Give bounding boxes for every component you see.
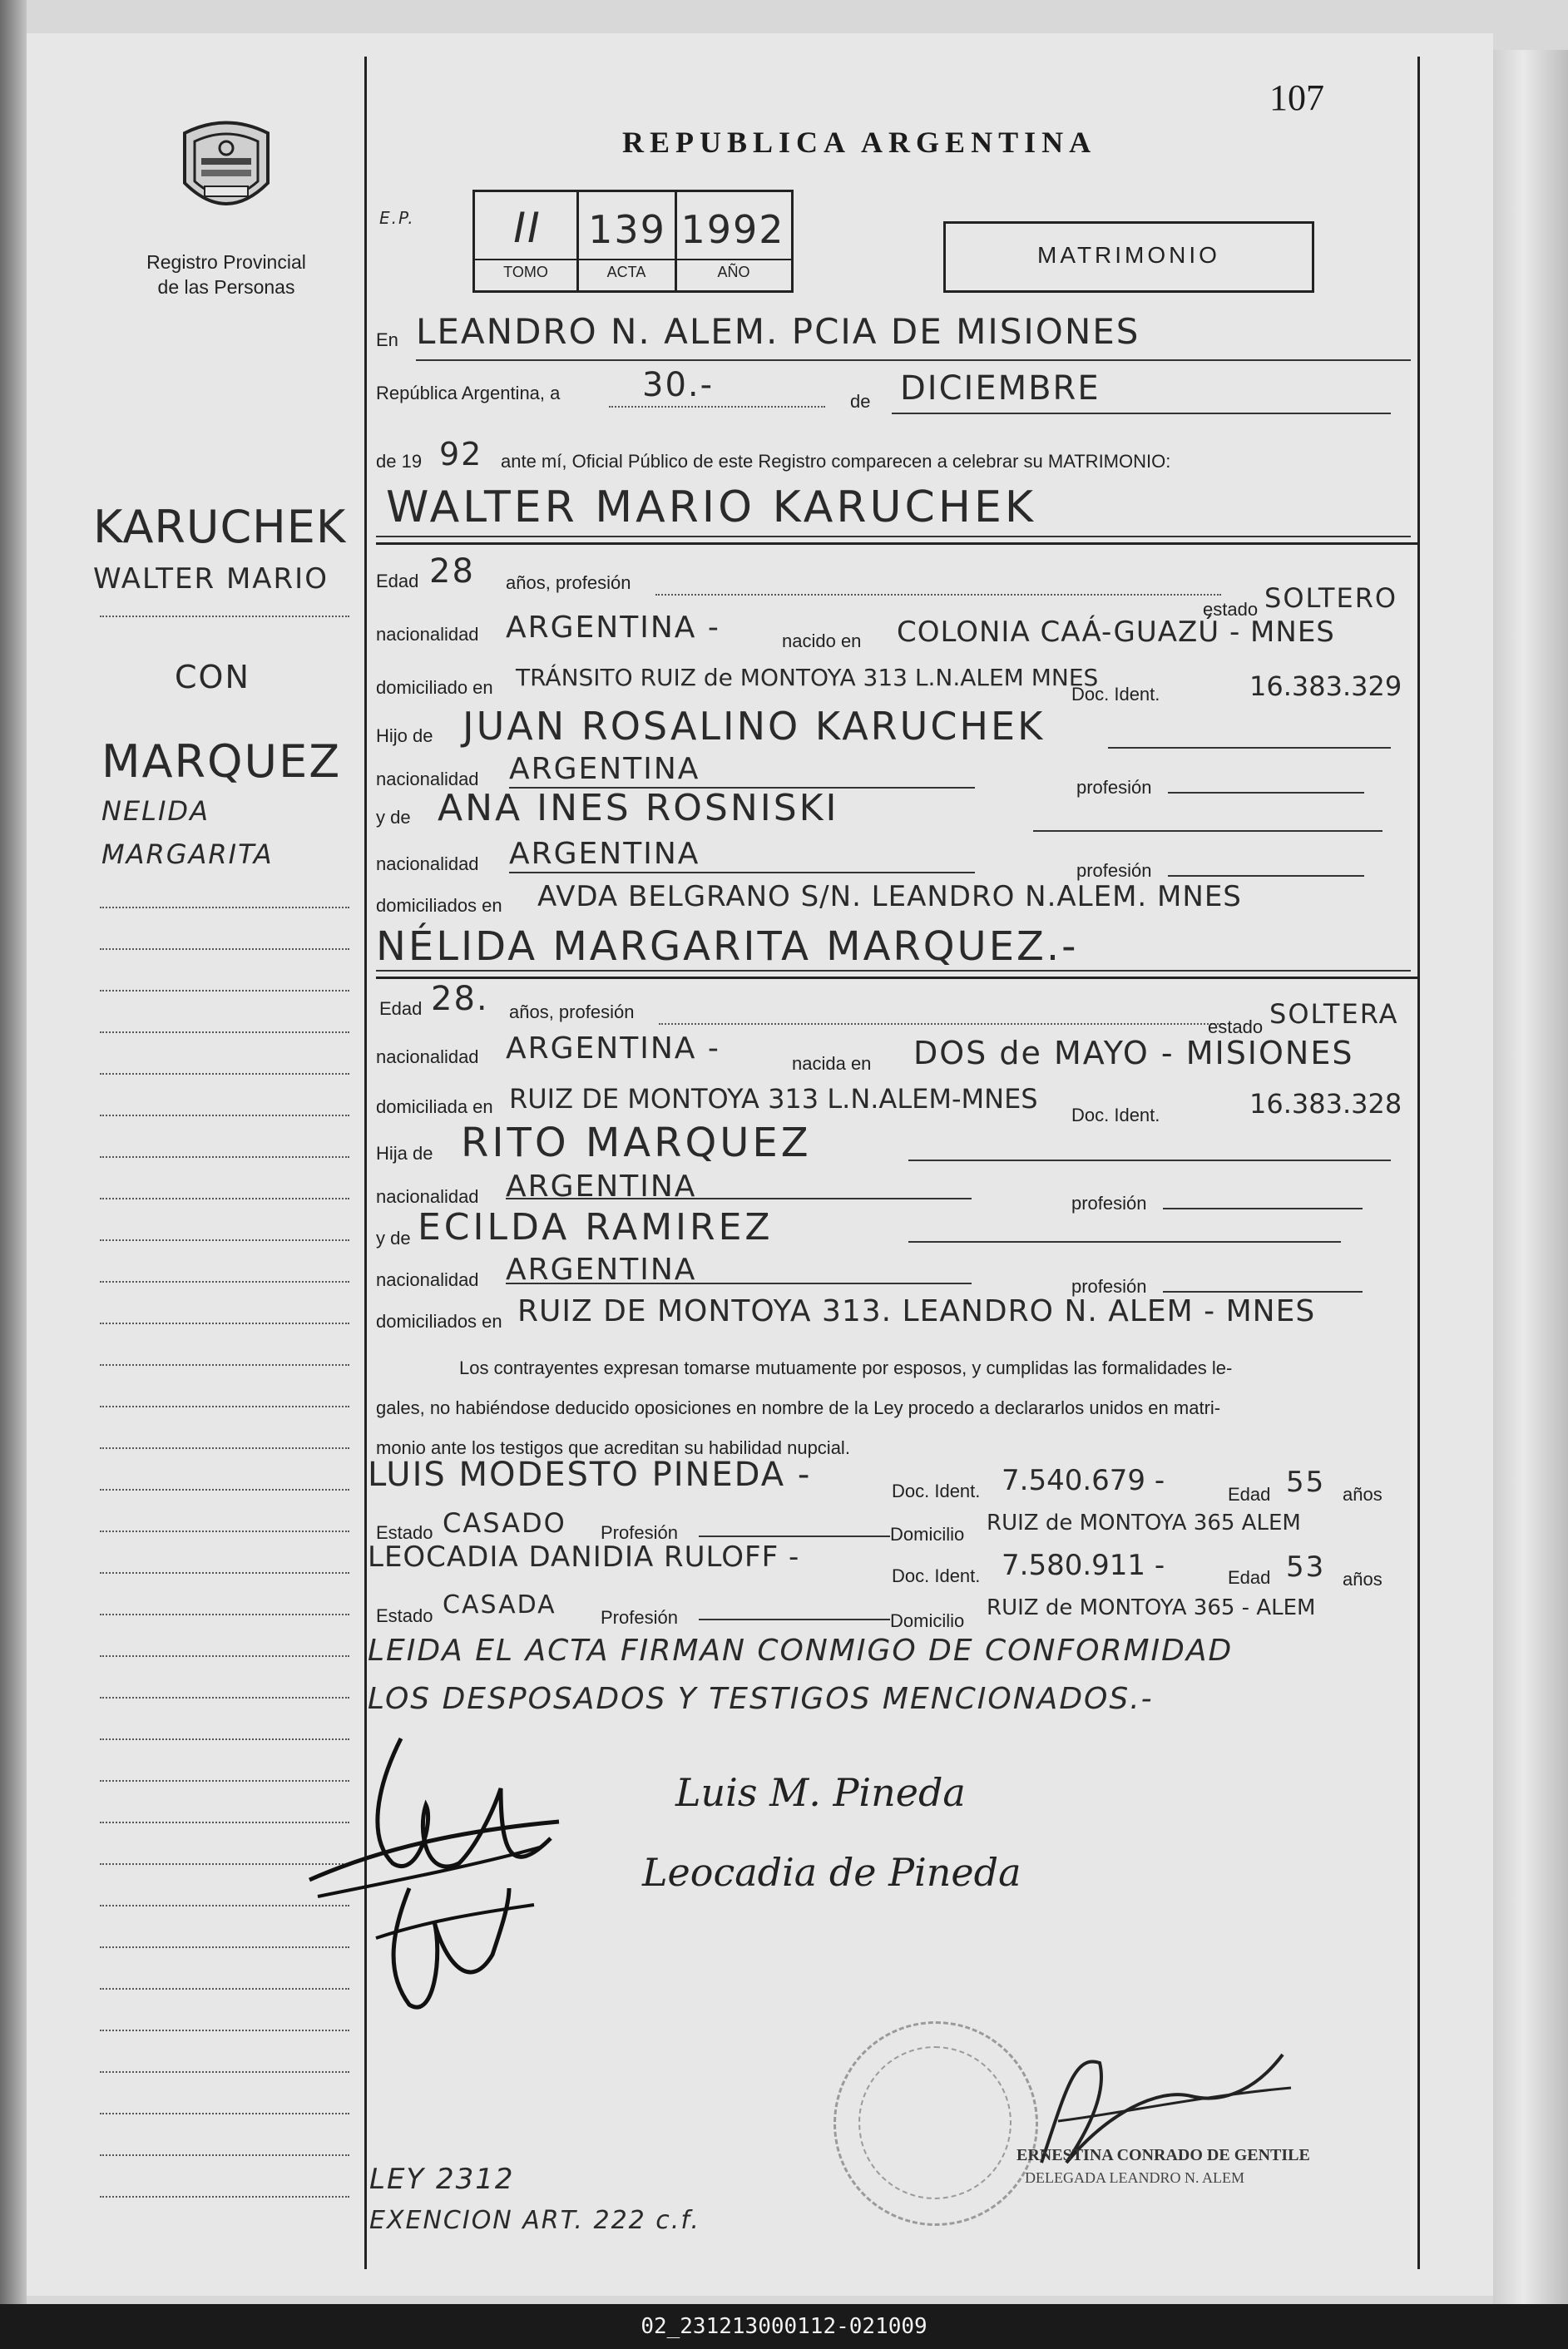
- official-stamp-line1: ERNESTINA CONRADO DE GENTILE: [1016, 2146, 1310, 2164]
- bride-full-name: NÉLIDA MARGARITA MARQUEZ.-: [376, 923, 1079, 970]
- field-line: [1168, 875, 1364, 877]
- groom-nacido-label: nacido en: [782, 631, 862, 651]
- margin-ruled-line: [100, 907, 349, 908]
- witness2-estado-label: Estado: [376, 1605, 433, 1626]
- bride-parents-dom-label: domiciliados en: [376, 1311, 502, 1332]
- groom-mother-nat-label: nacionalidad: [376, 853, 479, 874]
- anio-label: AÑO: [717, 264, 750, 280]
- margin-ruled-line: [100, 1655, 349, 1657]
- witness2-doc-label: Doc. Ident.: [892, 1565, 981, 1586]
- acta-value: 139: [588, 207, 666, 252]
- section-rule: [376, 977, 1417, 979]
- bride-nacionalidad-label: nacionalidad: [376, 1046, 479, 1067]
- witness1-domicilio-label: Domicilio: [890, 1524, 965, 1545]
- registry-name-line2: de las Personas: [157, 276, 295, 298]
- groom-estado-label: estado: [1203, 599, 1259, 620]
- witness1-signature: Luis M. Pineda: [675, 1770, 966, 1815]
- margin-groom-names: WALTER MARIO: [93, 562, 329, 596]
- page-edge: [1493, 50, 1568, 2304]
- groom-birthplace: COLONIA CAÁ-GUAZÚ - MNES: [897, 616, 1335, 649]
- witness2-edad-label: Edad: [1228, 1567, 1271, 1588]
- field-line: [1168, 792, 1364, 794]
- bride-nacionalidad: ARGENTINA -: [506, 1031, 720, 1066]
- groom-doc: 16.383.329: [1249, 670, 1402, 702]
- bride-estado-label: estado: [1208, 1016, 1264, 1037]
- bride-mother-prof-label: profesión: [1071, 1276, 1147, 1297]
- margin-ruled-line: [100, 1531, 349, 1532]
- field-line: [892, 413, 1391, 414]
- witness2-profesion-label: Profesión: [601, 1607, 678, 1628]
- tomo-value: II: [513, 204, 542, 252]
- anio-value: 1992: [680, 207, 785, 252]
- field-line: [506, 1198, 972, 1199]
- act-type-box: [943, 221, 1314, 293]
- groom-mother-prof-label: profesión: [1076, 860, 1152, 881]
- bride-birthplace: DOS de MAYO - MISIONES: [913, 1035, 1354, 1071]
- registry-name-line1: Registro Provincial: [146, 251, 306, 273]
- bride-doc: 16.383.328: [1249, 1088, 1402, 1120]
- witness1-edad-label: Edad: [1228, 1484, 1271, 1505]
- spouse-signatures-scribble: [301, 1722, 567, 2038]
- record-number-box: [472, 190, 794, 293]
- field-line: [908, 1241, 1341, 1243]
- bride-anos-profesion: años, profesión: [509, 1001, 635, 1022]
- book-binding: [0, 0, 27, 2304]
- bride-mother: ECILDA RAMIREZ: [418, 1206, 774, 1249]
- law-note: LEY 2312: [369, 2163, 515, 2196]
- groom-father-prof-label: profesión: [1076, 777, 1152, 798]
- acta-label: ACTA: [606, 264, 646, 280]
- ante-text: ante mí, Oficial Público de este Registro comparecen a celebrar su MATRIMONIO:: [501, 451, 1171, 472]
- field-line: [506, 1283, 972, 1284]
- margin-ruled-line: [100, 1489, 349, 1491]
- margin-ruled-line: [100, 1614, 349, 1615]
- margin-bride-name2: MARGARITA: [101, 838, 274, 870]
- margin-ruled-line: [100, 1239, 349, 1241]
- republica-label: República Argentina, a: [376, 383, 561, 403]
- groom-edad-label: Edad: [376, 571, 419, 591]
- margin-ruled-line: [100, 616, 349, 617]
- groom-mother-nat: ARGENTINA: [509, 837, 700, 871]
- margin-groom-surname: KARUCHEK: [93, 501, 347, 553]
- margin-bride-surname: MARQUEZ: [101, 735, 342, 788]
- margin-ruled-line: [100, 1697, 349, 1699]
- witness2-domicilio: RUIZ de MONTOYA 365 - ALEM: [987, 1595, 1316, 1620]
- bride-estado: SOLTERA: [1269, 998, 1399, 1030]
- margin-ruled-line: [100, 1572, 349, 1574]
- field-line: [1033, 830, 1383, 832]
- statement-line3: monio ante los testigos que acreditan su habilidad nupcial.: [376, 1437, 850, 1458]
- box-label-rule: [475, 259, 791, 260]
- margin-ruled-line: [100, 1447, 349, 1449]
- witness2-doc: 7.580.911 -: [1002, 1549, 1165, 1582]
- witness1-doc-label: Doc. Ident.: [892, 1481, 981, 1501]
- bride-father-prof-label: profesión: [1071, 1193, 1147, 1214]
- bride-address: RUIZ DE MONTOYA 313 L.N.ALEM-MNES: [509, 1083, 1038, 1115]
- margin-con: CON: [175, 659, 250, 695]
- groom-yde-label: y de: [376, 807, 411, 828]
- year-prefix: de 19: [376, 451, 423, 472]
- margin-ruled-line: [100, 948, 349, 950]
- de-label: de: [850, 391, 871, 412]
- groom-estado: SOLTERO: [1264, 582, 1398, 614]
- groom-mother: ANA INES ROSNISKI: [438, 787, 839, 829]
- day-value: 30.-: [642, 366, 715, 404]
- field-line: [609, 406, 825, 408]
- witness1-profesion-label: Profesión: [601, 1522, 678, 1543]
- field-line: [416, 359, 1411, 361]
- image-id-bar: [0, 2304, 1568, 2349]
- groom-age: 28: [429, 552, 475, 591]
- bride-father: RITO MARQUEZ: [461, 1120, 812, 1166]
- ep-mark: E.P.: [379, 208, 415, 228]
- groom-hijo-label: Hijo de: [376, 725, 433, 746]
- groom-parents-dom-label: domiciliados en: [376, 895, 502, 916]
- closing-line1: LEIDA EL ACTA FIRMAN CONMIGO DE CONFORMIDAD: [368, 1634, 1234, 1668]
- field-line: [659, 1023, 1224, 1025]
- bride-domiciliada-label: domiciliada en: [376, 1096, 493, 1117]
- margin-ruled-line: [100, 1073, 349, 1075]
- bride-mother-nat: ARGENTINA: [506, 1253, 697, 1287]
- coat-of-arms-icon: [176, 116, 276, 225]
- bride-yde-label: y de: [376, 1228, 411, 1249]
- witness1-estado-label: Estado: [376, 1522, 433, 1543]
- witness2-anos: años: [1343, 1569, 1383, 1590]
- groom-domiciliado-label: domiciliado en: [376, 677, 493, 698]
- bride-mother-nat-label: nacionalidad: [376, 1269, 479, 1290]
- margin-ruled-line: [100, 1198, 349, 1199]
- tomo-label: TOMO: [503, 264, 548, 280]
- margin-ruled-line: [100, 2154, 349, 2156]
- statement-line1: Los contrayentes expresan tomarse mutuamente por esposos, y cumplidas las formalidades le-: [459, 1357, 1233, 1378]
- margin-ruled-line: [100, 2196, 349, 2198]
- field-line: [1163, 1291, 1363, 1293]
- registry-seal-inner: [858, 2046, 1012, 2199]
- margin-ruled-line: [100, 1323, 349, 1324]
- witness1-anos: años: [1343, 1484, 1383, 1505]
- bride-doc-label: Doc. Ident.: [1071, 1105, 1160, 1125]
- witness1-domicilio: RUIZ de MONTOYA 365 ALEM: [987, 1511, 1301, 1536]
- groom-address: TRÁNSITO RUIZ de MONTOYA 313 L.N.ALEM MNES: [516, 664, 1099, 691]
- witness2-name: LEOCADIA DANIDIA RULOFF -: [368, 1540, 800, 1574]
- witness2-domicilio-label: Domicilio: [890, 1610, 965, 1631]
- margin-ruled-line: [100, 1281, 349, 1283]
- field-line: [655, 594, 1221, 596]
- groom-father: JUAN ROSALINO KARUCHEK: [462, 704, 1046, 749]
- field-line: [699, 1619, 890, 1620]
- official-stamp-line2: DELEGADA LEANDRO N. ALEM: [1025, 2169, 1244, 2186]
- certificate-sheet: [27, 33, 1493, 2296]
- bride-nacida-label: nacida en: [792, 1053, 872, 1074]
- margin-ruled-line: [100, 1156, 349, 1158]
- witness2-signature: Leocadia de Pineda: [642, 1850, 1021, 1895]
- witness1-name: LUIS MODESTO PINEDA -: [368, 1456, 812, 1494]
- groom-nacionalidad-label: nacionalidad: [376, 624, 479, 645]
- closing-line2: LOS DESPOSADOS Y TESTIGOS MENCIONADOS.-: [368, 1682, 1154, 1716]
- field-line: [376, 536, 1411, 537]
- image-id: 02_231213000112-021009: [641, 2314, 927, 2339]
- field-line: [699, 1536, 890, 1537]
- groom-full-name: WALTER MARIO KARUCHEK: [386, 482, 1036, 532]
- statement-line2: gales, no habiéndose deducido oposiciones en nombre de la Ley procedo a declararlos unidos en matri-: [376, 1397, 1221, 1418]
- groom-doc-label: Doc. Ident.: [1071, 684, 1160, 705]
- field-line: [376, 970, 1411, 972]
- en-label: En: [376, 329, 398, 350]
- groom-anos-profesion: años, profesión: [506, 572, 631, 593]
- margin-ruled-line: [100, 1406, 349, 1407]
- bride-father-nat-label: nacionalidad: [376, 1186, 479, 1207]
- field-line: [509, 872, 975, 873]
- act-type: MATRIMONIO: [1037, 242, 1220, 268]
- witness2-age: 53: [1286, 1550, 1326, 1584]
- month-value: DICIEMBRE: [900, 369, 1101, 408]
- country-title: REPUBLICA ARGENTINA: [622, 126, 1097, 159]
- groom-father-nat: ARGENTINA: [509, 752, 700, 786]
- margin-ruled-line: [100, 1364, 349, 1366]
- place-value: LEANDRO N. ALEM. PCIA DE MISIONES: [416, 311, 1140, 352]
- section-rule: [376, 542, 1417, 545]
- field-line: [908, 1160, 1391, 1161]
- groom-father-nat-label: nacionalidad: [376, 769, 479, 789]
- groom-nacionalidad: ARGENTINA -: [506, 611, 720, 645]
- margin-ruled-line: [100, 2113, 349, 2114]
- bride-hija-label: Hija de: [376, 1143, 433, 1164]
- field-line: [1163, 1208, 1363, 1209]
- bride-age: 28.: [431, 980, 489, 1018]
- bride-edad-label: Edad: [379, 998, 423, 1019]
- margin-ruled-line: [100, 990, 349, 992]
- field-line: [1108, 747, 1391, 749]
- margin-ruled-line: [100, 1115, 349, 1116]
- bride-parents-address: RUIZ DE MONTOYA 313. LEANDRO N. ALEM - MNES: [517, 1294, 1316, 1328]
- year-suffix: 92: [439, 436, 483, 472]
- margin-ruled-line: [100, 1031, 349, 1033]
- bride-father-nat: ARGENTINA: [506, 1170, 697, 1204]
- page-number: 107: [1269, 77, 1324, 118]
- witness2-estado: CASADA: [443, 1590, 556, 1620]
- exemption-note: EXENCION ART. 222 c.f.: [369, 2206, 700, 2235]
- witness1-estado: CASADO: [443, 1507, 566, 1539]
- witness1-doc: 7.540.679 -: [1002, 1464, 1165, 1497]
- groom-parents-address: AVDA BELGRANO S/N. LEANDRO N.ALEM. MNES: [537, 880, 1242, 913]
- margin-ruled-line: [100, 2071, 349, 2073]
- margin-bride-name1: NELIDA: [101, 795, 210, 827]
- witness1-age: 55: [1286, 1466, 1326, 1499]
- right-border: [1417, 57, 1420, 2269]
